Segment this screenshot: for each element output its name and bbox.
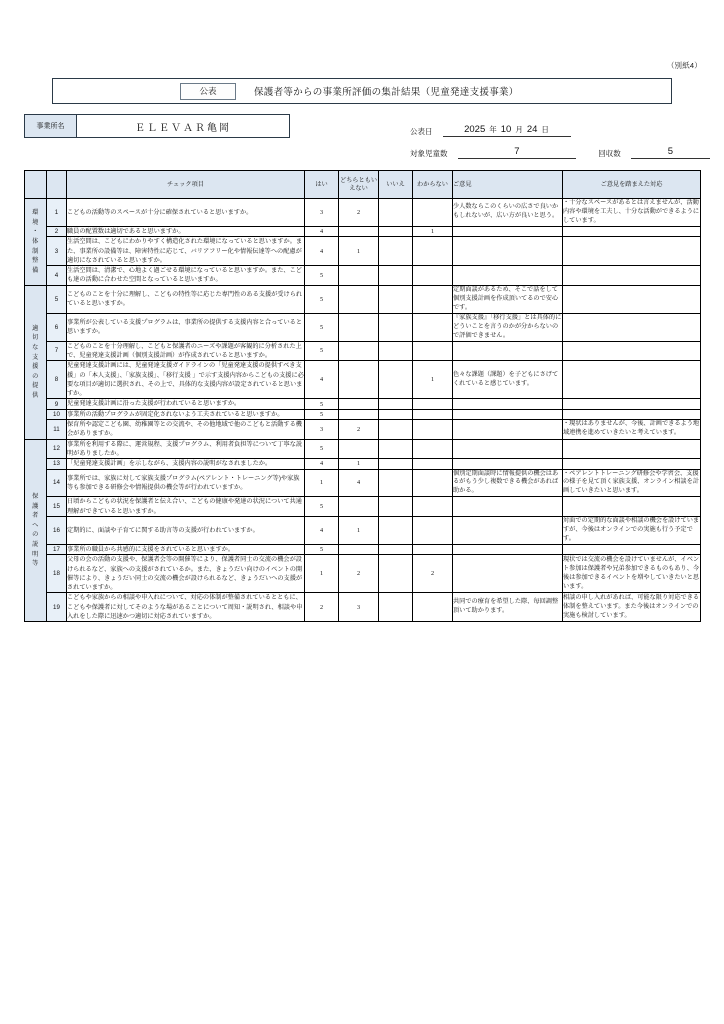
row-number: 4 (47, 266, 67, 286)
count-neither (339, 361, 379, 399)
table-row (25, 199, 701, 227)
check-item-text: 定期的に、面談や子育てに関する助言等の支援が行われていますか。 (67, 517, 305, 545)
count-neither (339, 545, 379, 555)
count-yes: 4 (305, 459, 339, 469)
header-section (25, 171, 47, 199)
count-no (379, 285, 413, 313)
count-unknown (413, 439, 453, 459)
opinion-text (453, 409, 563, 419)
count-neither: 1 (339, 517, 379, 545)
count-yes: 5 (305, 313, 339, 341)
opinion-text (453, 266, 563, 286)
header-neither: どちらともいえない (339, 171, 379, 199)
return-count-number: 5 (667, 146, 674, 157)
opinion-text (453, 399, 563, 409)
section-label: 環 境 ・ 体 制 整 備 (25, 199, 47, 286)
count-no (379, 420, 413, 440)
count-unknown: 1 (413, 226, 453, 236)
count-neither: 4 (339, 469, 379, 497)
count-unknown (413, 237, 453, 266)
count-no (379, 459, 413, 469)
count-yes: 5 (305, 545, 339, 555)
response-text (563, 313, 701, 341)
opinion-text (453, 341, 563, 361)
count-yes: 2 (305, 593, 339, 622)
row-number: 1 (47, 199, 67, 227)
response-text: 相談の申し入れがあれば、可能な限り対応できる体制を整えています。また今後はオンラインでの実施も検討しています。 (563, 593, 701, 622)
count-no (379, 199, 413, 227)
check-item-text: 事業所では、家族に対して家族支援プログラム(ペアレント・トレーニング等)や家族等も参加できる研修会や情報提供の機会等が行われていますか。 (67, 469, 305, 497)
count-unknown (413, 313, 453, 341)
count-neither (339, 266, 379, 286)
check-item-text: 日頃からこどもの状況を保護者と伝え合い、こどもの健康や発達の状況について共通理解ができていると思いますか。 (67, 497, 305, 517)
count-neither: 3 (339, 593, 379, 622)
count-yes: 5 (305, 285, 339, 313)
table-body (25, 199, 701, 622)
count-no (379, 439, 413, 459)
table-row (25, 409, 701, 419)
row-number: 10 (47, 409, 67, 419)
public-disclosure-badge: 公表 (180, 83, 236, 100)
opinion-text (453, 555, 563, 593)
count-unknown (413, 420, 453, 440)
count-unknown (413, 409, 453, 419)
response-text: 対面での定期的な面談や相談の機会を設けていますが、今後はオンラインでの実施も行う予定です。 (563, 517, 701, 545)
count-yes: 1 (305, 555, 339, 593)
target-children-count: 7 (514, 146, 520, 157)
opinion-text (453, 226, 563, 236)
row-number: 12 (47, 439, 67, 459)
count-yes: 5 (305, 266, 339, 286)
header-no-answer: いいえ (379, 171, 413, 199)
header-opinion: ご意見 (453, 171, 563, 199)
header-no (47, 171, 67, 199)
count-unknown (413, 399, 453, 409)
row-number: 13 (47, 459, 67, 469)
count-unknown: 2 (413, 555, 453, 593)
response-text (563, 409, 701, 419)
row-number: 7 (47, 341, 67, 361)
table-row (25, 459, 701, 469)
count-neither (339, 439, 379, 459)
opinion-text: 共同での療育を希望した際、毎回調整頂いて助かります。 (453, 593, 563, 622)
table-row (25, 593, 701, 622)
response-text: ・現状はありませんが、今後、計画できるよう地域連携を進めていきたいと考えています。 (563, 420, 701, 440)
opinion-text: 『家族支援』「移行支援」とは具体的にどういことを言うのかが分からないので評価できません。 (453, 313, 563, 341)
day-unit: 日 (541, 125, 549, 134)
year-unit: 年 (489, 125, 497, 134)
opinion-text: 色々な課題（課題）を子どもにさげてくれていると感じています。 (453, 361, 563, 399)
opinion-text (453, 517, 563, 545)
count-yes: 1 (305, 469, 339, 497)
table-row (25, 420, 701, 440)
count-unknown (413, 545, 453, 555)
check-item-text: 児童発達支援計画に沿った支援が行われていると思いますか。 (67, 399, 305, 409)
count-yes: 4 (305, 361, 339, 399)
publish-year: 2025 (464, 124, 486, 135)
opinion-text (453, 497, 563, 517)
publish-day: 24 (526, 124, 538, 135)
opinion-text (453, 545, 563, 555)
count-no (379, 555, 413, 593)
check-item-text: 保育所や認定こども園、幼稚園等との交流や、その他地域で他のこどもと活動する機会がありますか。 (67, 420, 305, 440)
response-text (563, 361, 701, 399)
count-no (379, 226, 413, 236)
publish-date-line (410, 124, 710, 137)
count-unknown: 1 (413, 361, 453, 399)
count-yes: 4 (305, 237, 339, 266)
table-header-row (25, 171, 701, 199)
month-unit: 月 (515, 125, 523, 134)
publish-date-value (443, 124, 571, 137)
header-yes: はい (305, 171, 339, 199)
count-neither (339, 399, 379, 409)
count-no (379, 517, 413, 545)
opinion-text: 個別定期面談時に情報提供の機会はあるがもう少し複数できる機会があれば助かる。 (453, 469, 563, 497)
row-number: 16 (47, 517, 67, 545)
check-item-text: こどもの活動等のスペースが十分に確保されていると思いますか。 (67, 199, 305, 227)
count-neither: 2 (339, 420, 379, 440)
table-row (25, 545, 701, 555)
count-yes: 4 (305, 226, 339, 236)
count-unknown (413, 199, 453, 227)
count-unknown (413, 341, 453, 361)
response-text: ・十分なスペースがあるとは言えませんが、活動内容や環境を工夫し、十分な活動ができるようにしています。 (563, 199, 701, 227)
title-bar (52, 78, 672, 104)
table-row (25, 313, 701, 341)
count-no (379, 237, 413, 266)
table-row (25, 517, 701, 545)
row-number: 2 (47, 226, 67, 236)
count-no (379, 469, 413, 497)
count-yes: 3 (305, 199, 339, 227)
table-row (25, 555, 701, 593)
header-unknown: わからない (413, 171, 453, 199)
row-number: 11 (47, 420, 67, 440)
check-item-text: 児童発達支援計画には、児童発達支援ガイドラインの「児童発達支援の提供すべき支援」の「本人支援」、「家族支援」、「移行支援 」で示す支援内容からこどもの支援に必要な項目が適切に選択され、その上で、具体的な支援内容が設定されていると思いますか。 (67, 362, 304, 398)
row-number: 9 (47, 399, 67, 409)
count-unknown (413, 459, 453, 469)
check-item-text: 父母の会の活動の支援や、保護者会等の開催等により、保護者同士の交流の機会が設けられるなど、家族への支援がされているか。また、きょうだい向けのイベントの開催等により、きょうだい同士の交流の機会が設けられるなど、きょうだいへの支援がされていますか。 (67, 555, 305, 593)
count-no (379, 361, 413, 399)
check-item-text: 事業所の職員から共感的に支援をされていると思いますか。 (67, 545, 305, 555)
response-text: ・ペアレントトレーニング研修会や学習会、支援の様子を見て頂く家族支援、オンライン相談を計画していきたいと思います。 (563, 469, 701, 497)
count-neither: 2 (339, 199, 379, 227)
count-yes: 5 (305, 341, 339, 361)
count-neither (339, 497, 379, 517)
count-yes: 5 (305, 497, 339, 517)
table-row (25, 399, 701, 409)
opinion-text: 少人数ならこのくらいの広さで良いかもしれないが、広い方が良いと思う。 (453, 199, 563, 227)
response-text (563, 341, 701, 361)
count-unknown (413, 266, 453, 286)
count-unknown (413, 497, 453, 517)
check-item-text: 生活空間は、清潔で、心地よく過ごせる環境になっていると思いますか。また、こども達の活動に合わせた空間となっていると思いますか。 (67, 266, 305, 286)
count-no (379, 593, 413, 622)
section-label: 適 切 な 支 援 の 提 供 (25, 285, 47, 439)
response-text (563, 399, 701, 409)
count-unknown (413, 517, 453, 545)
response-text (563, 497, 701, 517)
count-yes: 3 (305, 420, 339, 440)
count-unknown (413, 593, 453, 622)
count-yes: 4 (305, 517, 339, 545)
office-name-label: 事業所名 (25, 115, 77, 137)
row-number: 3 (47, 237, 67, 266)
section-label: 保 護 者 へ の 説 明 等 (25, 439, 47, 622)
target-children-label: 対象児童数 (410, 149, 448, 158)
count-unknown (413, 285, 453, 313)
header-response: ご意見を踏まえた対応 (563, 171, 701, 199)
table-row (25, 341, 701, 361)
check-item-text: 事業所を利用する際に、運営規程、支援プログラム、利用者負担等について丁寧な説明がありましたか。 (67, 439, 305, 459)
count-yes: 5 (305, 439, 339, 459)
row-number: 5 (47, 285, 67, 313)
response-text (563, 439, 701, 459)
count-no (379, 545, 413, 555)
table-row (25, 237, 701, 266)
check-item-text: 「児童発達支援計画」を示しながら、支援内容の説明がなされましたか。 (67, 459, 305, 469)
document-meta (410, 124, 710, 168)
check-item-text: 職員の配置数は適切であると思いますか。 (67, 226, 305, 236)
office-name-value: ＥＬＥＶＡＲ亀岡 (135, 122, 231, 134)
row-number: 6 (47, 313, 67, 341)
response-text: 現状では交流の機会を設けていませんが、イベント参加は保護者や兄弟参加できるものもあり、今後は参加できるイベントを増やしていきたいと思います。 (563, 555, 701, 593)
row-number: 19 (47, 593, 67, 622)
response-text (563, 459, 701, 469)
table-row (25, 439, 701, 459)
count-neither: 2 (339, 555, 379, 593)
count-yes: 5 (305, 399, 339, 409)
count-no (379, 313, 413, 341)
table-row (25, 469, 701, 497)
count-neither (339, 285, 379, 313)
publish-date-label: 公表日 (410, 127, 433, 136)
response-text (563, 285, 701, 313)
opinion-text: 定期面談があるため、そこで話をして個別支援計画を作成頂いてるので安心です。 (453, 285, 563, 313)
return-count-value (631, 146, 710, 159)
check-item-text: 事業所の活動プログラムが固定化されないよう工夫されていると思いますか。 (67, 409, 305, 419)
opinion-text (453, 237, 563, 266)
count-no (379, 341, 413, 361)
row-number: 17 (47, 545, 67, 555)
publish-month: 10 (500, 124, 512, 135)
response-text (563, 237, 701, 266)
document-reference: （別紙4） (666, 61, 702, 70)
table-row (25, 497, 701, 517)
count-neither (339, 226, 379, 236)
count-unknown (413, 469, 453, 497)
count-yes: 5 (305, 409, 339, 419)
page-title: 保護者等からの事業所評価の集計結果（児童発達支援事業） (254, 87, 519, 98)
survey-results-table (24, 170, 701, 622)
row-number: 8 (47, 361, 67, 399)
count-no (379, 409, 413, 419)
count-neither (339, 409, 379, 419)
count-neither (339, 341, 379, 361)
table-row (25, 266, 701, 286)
response-text (563, 226, 701, 236)
return-count-label: 回収数 (598, 149, 621, 158)
check-item-text: こどものことを十分に理解し、こどもの特性等に応じた専門性のある支援が受けられていると思いますか。 (67, 285, 305, 313)
table-row (25, 361, 701, 399)
response-text (563, 545, 701, 555)
office-name-row (24, 114, 290, 138)
check-item-text: こどもや家族からの相談や申入れについて、対応の体制が整備されているとともに、こどもや保護者に対してそのような場があることについて周知・説明され、相談や申入れをした際に迅速かつ適切に対応されていますか。 (67, 593, 305, 622)
count-neither: 1 (339, 237, 379, 266)
count-no (379, 497, 413, 517)
counts-line (410, 146, 710, 159)
table-row (25, 226, 701, 236)
count-no (379, 266, 413, 286)
target-children-value (458, 146, 577, 159)
count-no (379, 399, 413, 409)
check-item-text: こどものことを十分理解し、こどもと保護者のニーズや課題が客観的に分析された上で、児童発達支援計画（個別支援計画）が作成されていると思いますか。 (67, 341, 305, 361)
row-number: 15 (47, 497, 67, 517)
opinion-text (453, 439, 563, 459)
count-neither (339, 313, 379, 341)
table-row (25, 285, 701, 313)
row-number: 14 (47, 469, 67, 497)
opinion-text (453, 420, 563, 440)
row-number: 18 (47, 555, 67, 593)
response-text (563, 266, 701, 286)
header-check-item: チェック項目 (67, 171, 305, 199)
opinion-text (453, 459, 563, 469)
check-item-text: 事業所が公表している支援プログラムは、事業所の提供する支援内容と合っていると思いますか。 (67, 313, 305, 341)
check-item-text: 生活空間は、こどもにわかりやすく構造化された環境になっていると思いますか。また、事業所の設備等は、障害特性に応じて、バリアフリー化や情報伝達等への配慮が適切になされていると思いますか。 (67, 237, 305, 266)
count-neither: 1 (339, 459, 379, 469)
